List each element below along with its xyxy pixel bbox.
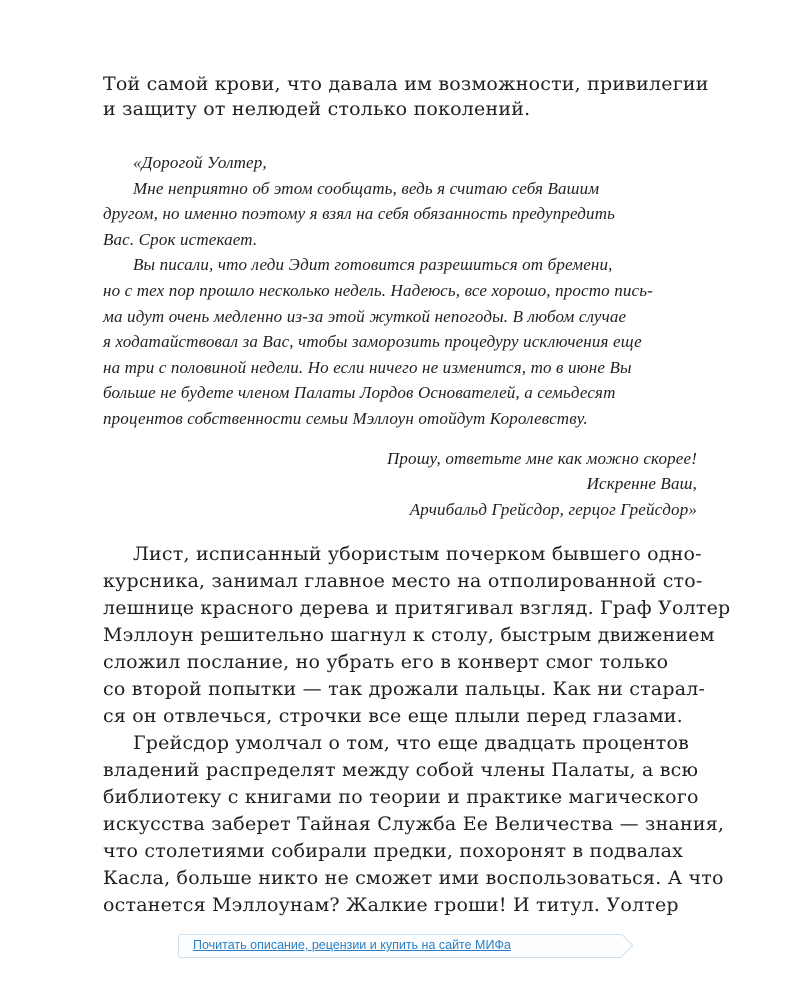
letter-line: Вас. Срок истекает. — [103, 229, 258, 249]
letter-line: процентов собственности семьи Мэллоун отойдут Королевству. — [103, 408, 588, 428]
text-line: и защиту от нелюдей столько поколений. — [103, 98, 531, 120]
text-line: владений распределят между собой члены Палаты, а всю — [103, 759, 699, 781]
body-text — [103, 541, 731, 919]
text-line: Той самой крови, что давала им возможности, привилегии — [103, 73, 709, 95]
text-line: ся он отвлечься, строчки все еще плыли перед глазами. — [103, 705, 683, 727]
letter-line: ма идут очень медленно из-за этой жуткой непогоды. В любом случае — [103, 306, 627, 326]
letter-closing: Прошу, ответьте мне как можно скорее! — [386, 448, 697, 468]
text-line: Мэллоун решительно шагнул к столу, быстрым движением — [103, 624, 715, 646]
letter-block — [103, 150, 703, 522]
text-line: сложил послание, но убрать его в конверт смог только — [103, 651, 669, 673]
text-line: Касла, больше никто не сможет ими воспользоваться. А что — [103, 867, 724, 889]
buy-link[interactable]: Почитать описание, рецензии и купить на сайте МИФа — [193, 938, 511, 952]
letter-greeting: «Дорогой Уолтер, — [133, 153, 267, 172]
text-line: курсника, занимал главное место на отполированной сто- — [103, 570, 703, 592]
text-line: останется Мэллоунам? Жалкие гроши! И титул. Уолтер — [103, 894, 679, 916]
letter-line: я ходатайствовал за Вас, чтобы заморозить процедуру исключения еще — [103, 332, 642, 352]
letter-line: Вы писали, что леди Эдит готовится разрешиться от бремени, — [133, 255, 613, 275]
text-line: со второй попытки — так дрожали пальцы. Как ни старал- — [103, 678, 706, 700]
letter-line: на три с половиной недели. Но если ничего не изменится, то в июне Вы — [103, 357, 632, 377]
text-line: Лист, исписанный убористым почерком бывшего одно- — [133, 543, 702, 565]
buy-banner[interactable] — [178, 934, 621, 958]
text-line: искусства заберет Тайная Служба Ее Величества — знания, — [103, 813, 725, 835]
text-line: Грейсдор умолчал о том, что еще двадцать процентов — [133, 732, 690, 754]
text-line: что столетиями собирали предки, похоронят в подвалах — [103, 840, 684, 862]
letter-signature: Арчибальд Грейсдор, герцог Грейсдор» — [409, 499, 697, 519]
letter-line: Мне неприятно об этом сообщать, ведь я считаю себя Вашим — [133, 178, 600, 198]
letter-valediction: Искренне Ваш, — [586, 474, 697, 494]
letter-line: другом, но именно поэтому я взял на себя обязанность предупредить — [103, 204, 616, 224]
letter-line: но с тех пор прошло несколько недель. Надеюсь, все хорошо, просто пись- — [103, 280, 653, 300]
text-line: библиотеку с книгами по теории и практике магического — [103, 786, 699, 808]
intro-paragraph — [103, 72, 709, 122]
letter-line: больше не будете членом Палаты Лордов Основателей, а семьдесят — [103, 383, 616, 403]
text-line: лешнице красного дерева и притягивал взгляд. Граф Уолтер — [103, 597, 731, 619]
